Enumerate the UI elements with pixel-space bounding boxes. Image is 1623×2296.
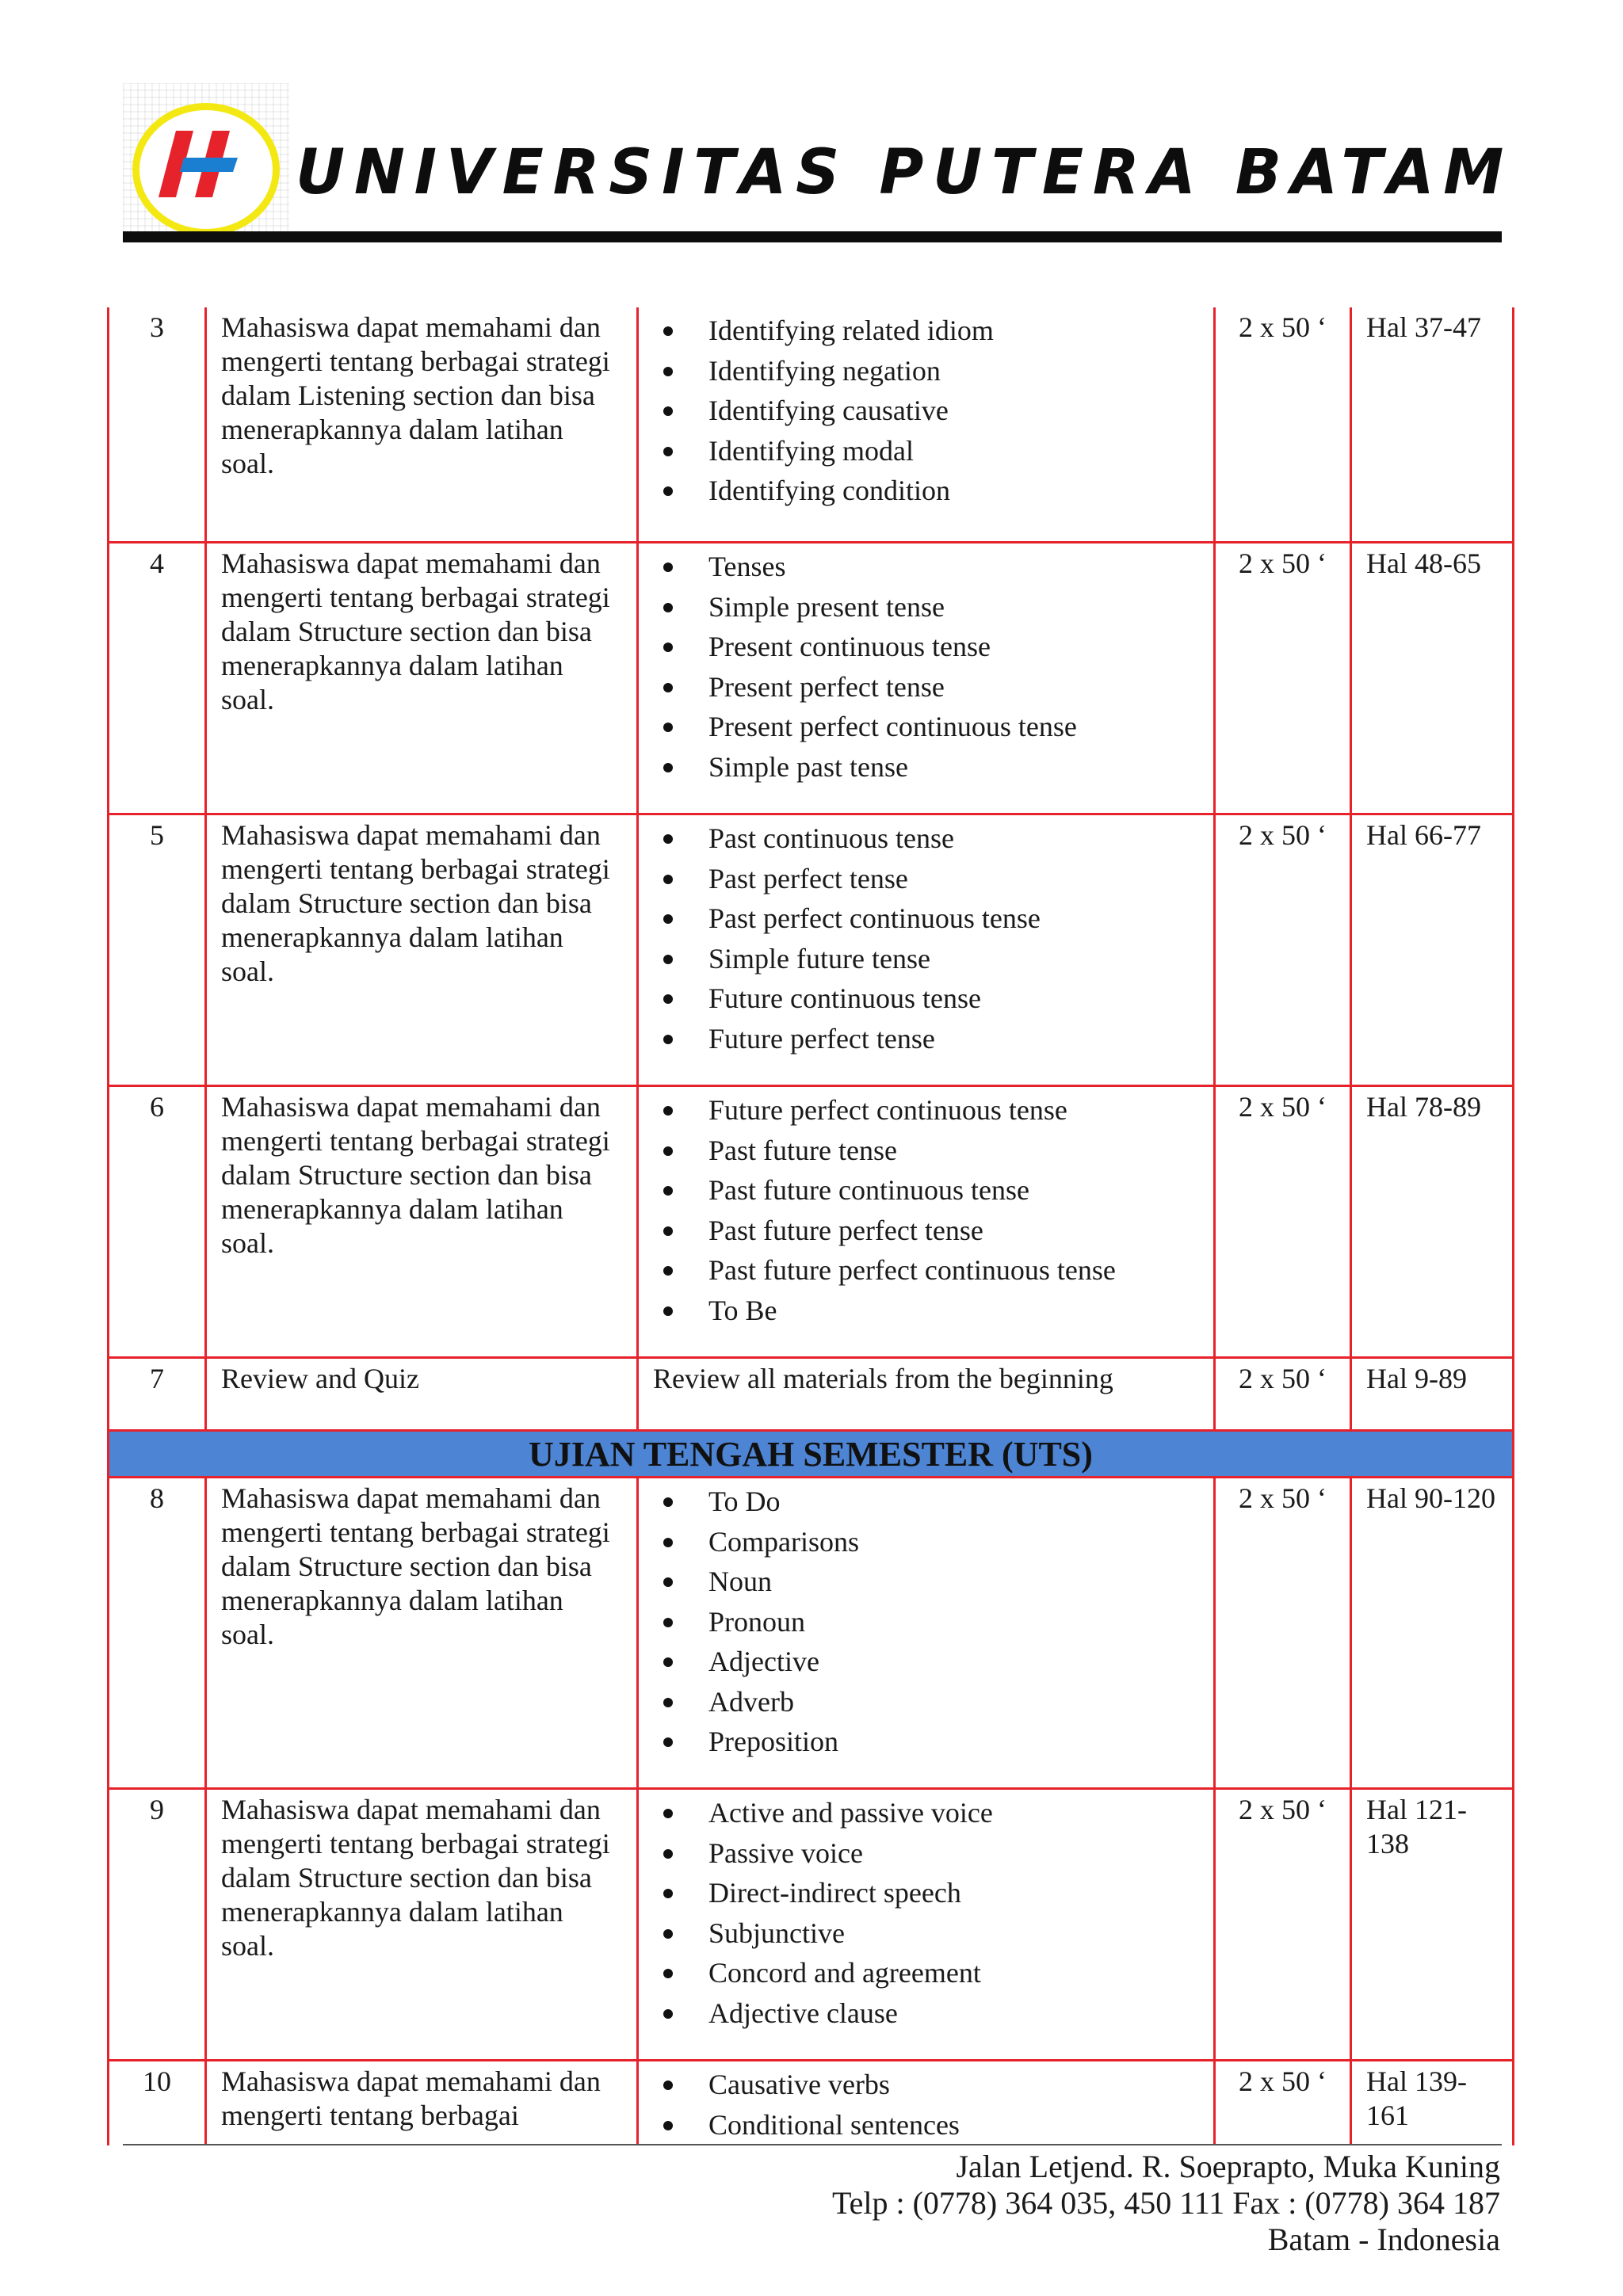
topic-item: Subjunctive bbox=[653, 1914, 1199, 1954]
page-reference: Hal 90-120 bbox=[1366, 1482, 1495, 1514]
topic-item: Present perfect continuous tense bbox=[653, 707, 1199, 747]
table-row bbox=[109, 2061, 1512, 2145]
topic-item: Adjective clause bbox=[653, 1994, 1199, 2034]
topic-cell: Review all materials from the beginning bbox=[639, 1359, 1216, 1429]
topic-item: Pronoun bbox=[653, 1603, 1199, 1642]
page-reference: Hal 66-77 bbox=[1366, 819, 1481, 851]
learning-objective: Mahasiswa dapat memahami dan mengerti tentang berbagai bbox=[207, 2061, 639, 2145]
topic-cell bbox=[639, 2061, 1216, 2145]
topic-item: Past future perfect continuous tense bbox=[653, 1251, 1199, 1291]
topic-item: Past continuous tense bbox=[653, 819, 1199, 859]
time-allocation: 2 x 50 ‘ bbox=[1216, 1790, 1352, 2059]
topic-item: Identifying causative bbox=[653, 391, 1199, 431]
topic-item: Identifying negation bbox=[653, 352, 1199, 391]
topic-item: To Be bbox=[653, 1291, 1199, 1331]
topic-list bbox=[653, 547, 1199, 787]
time-allocation: 2 x 50 ‘ bbox=[1216, 307, 1352, 541]
topic-list bbox=[653, 1794, 1199, 2033]
university-logo bbox=[132, 103, 280, 236]
topic-item: Future continuous tense bbox=[653, 979, 1199, 1019]
table-row bbox=[109, 1359, 1512, 1432]
page-reference: Hal 78-89 bbox=[1366, 1091, 1481, 1123]
topic-item: Past perfect continuous tense bbox=[653, 899, 1199, 939]
topic-item: Conditional sentences bbox=[653, 2106, 1199, 2145]
time-allocation: 2 x 50 ‘ bbox=[1216, 1359, 1352, 1429]
learning-objective: Mahasiswa dapat memahami dan mengerti tentang berbagai strategi dalam Structure section dan bisa menerapkannya dalam latihan soal. bbox=[207, 543, 639, 813]
header-divider bbox=[123, 231, 1502, 242]
topic-item: Simple present tense bbox=[653, 588, 1199, 627]
topic-item: Future perfect tense bbox=[653, 1020, 1199, 1059]
topic-cell bbox=[639, 543, 1216, 813]
topic-item: Present continuous tense bbox=[653, 627, 1199, 667]
topic-item: Present perfect tense bbox=[653, 668, 1199, 707]
table-row bbox=[109, 1478, 1512, 1790]
footer-divider bbox=[123, 2144, 1502, 2145]
topic-item: To Do bbox=[653, 1482, 1199, 1522]
table-row bbox=[109, 1790, 1512, 2061]
learning-objective: Mahasiswa dapat memahami dan mengerti tentang berbagai strategi dalam Structure section dan bisa menerapkannya dalam latihan soal. bbox=[207, 815, 639, 1085]
topic-list bbox=[653, 311, 1199, 511]
topic-item: Simple past tense bbox=[653, 748, 1199, 788]
meeting-number: 3 bbox=[109, 307, 207, 541]
topic-item: Tenses bbox=[653, 547, 1199, 587]
topic-item: Direct-indirect speech bbox=[653, 1874, 1199, 1913]
table-row bbox=[109, 543, 1512, 815]
topic-item: Causative verbs bbox=[653, 2065, 1199, 2105]
learning-objective: Mahasiswa dapat memahami dan mengerti tentang berbagai strategi dalam Structure section dan bisa menerapkannya dalam latihan soal. bbox=[207, 1790, 639, 2059]
topic-item: Past future tense bbox=[653, 1131, 1199, 1171]
topic-cell bbox=[639, 307, 1216, 541]
learning-objective: Review and Quiz bbox=[207, 1359, 639, 1429]
syllabus-table bbox=[107, 307, 1514, 2145]
learning-objective: Mahasiswa dapat memahami dan mengerti tentang berbagai strategi dalam Structure section dan bisa menerapkannya dalam latihan soal. bbox=[207, 1478, 639, 1787]
footer-address: Jalan Letjend. R. Soeprapto, Muka Kuning bbox=[956, 2149, 1500, 2184]
learning-objective: Mahasiswa dapat memahami dan mengerti tentang berbagai strategi dalam Listening section dan bisa menerapkannya dalam latihan soal. bbox=[207, 307, 639, 541]
topic-item: Comparisons bbox=[653, 1523, 1199, 1562]
topic-item: Identifying modal bbox=[653, 432, 1199, 471]
meeting-number: 7 bbox=[109, 1359, 207, 1429]
page-reference: Hal 37-47 bbox=[1366, 311, 1481, 343]
footer-address-block bbox=[832, 2149, 1500, 2258]
time-allocation: 2 x 50 ‘ bbox=[1216, 543, 1352, 813]
footer-city: Batam - Indonesia bbox=[1267, 2222, 1500, 2257]
topic-cell bbox=[639, 1790, 1216, 2059]
topic-item: Noun bbox=[653, 1562, 1199, 1602]
topic-item: Passive voice bbox=[653, 1834, 1199, 1874]
table-row bbox=[109, 815, 1512, 1087]
topic-item: Adverb bbox=[653, 1683, 1199, 1722]
topic-list bbox=[653, 1091, 1199, 1330]
topic-list bbox=[653, 1482, 1199, 1762]
meeting-number: 8 bbox=[109, 1478, 207, 1787]
page-reference: Hal 121-138 bbox=[1366, 1794, 1467, 1859]
topic-cell bbox=[639, 1087, 1216, 1356]
table-row bbox=[109, 307, 1512, 543]
logo-mark-icon bbox=[152, 124, 247, 204]
learning-objective: Mahasiswa dapat memahami dan mengerti tentang berbagai strategi dalam Structure section dan bisa menerapkannya dalam latihan soal. bbox=[207, 1087, 639, 1356]
topic-cell bbox=[639, 815, 1216, 1085]
time-allocation: 2 x 50 ‘ bbox=[1216, 815, 1352, 1085]
page-reference: Hal 9-89 bbox=[1366, 1363, 1467, 1394]
topic-item: Past perfect tense bbox=[653, 860, 1199, 899]
topic-item: Past future perfect tense bbox=[653, 1211, 1199, 1251]
meeting-number: 9 bbox=[109, 1790, 207, 2059]
topic-cell bbox=[639, 1478, 1216, 1787]
topic-item: Simple future tense bbox=[653, 940, 1199, 979]
topic-item: Identifying related idiom bbox=[653, 311, 1199, 351]
footer-phone: Telp : (0778) 364 035, 450 111 Fax : (0778) 364 187 bbox=[831, 2185, 1500, 2221]
page-reference: Hal 48-65 bbox=[1366, 547, 1481, 579]
table-row bbox=[109, 1087, 1512, 1359]
uts-banner: UJIAN TENGAH SEMESTER (UTS) bbox=[109, 1432, 1512, 1478]
page-reference: Hal 139-161 bbox=[1366, 2065, 1467, 2131]
topic-list bbox=[653, 819, 1199, 1058]
topic-item: Identifying condition bbox=[653, 471, 1199, 511]
letterhead bbox=[123, 83, 1514, 242]
university-name: UNIVERSITAS PUTERA BATAM bbox=[296, 137, 1514, 208]
meeting-number: 6 bbox=[109, 1087, 207, 1356]
meeting-number: 10 bbox=[109, 2061, 207, 2145]
topic-item: Concord and agreement bbox=[653, 1954, 1199, 1993]
topic-item: Active and passive voice bbox=[653, 1794, 1199, 1833]
topic-item: Adjective bbox=[653, 1642, 1199, 1682]
topic-list bbox=[653, 2065, 1199, 2145]
meeting-number: 5 bbox=[109, 815, 207, 1085]
topic-item: Future perfect continuous tense bbox=[653, 1091, 1199, 1131]
time-allocation: 2 x 50 ‘ bbox=[1216, 1087, 1352, 1356]
topic-item: Preposition bbox=[653, 1722, 1199, 1762]
topic-item: Past future continuous tense bbox=[653, 1171, 1199, 1211]
time-allocation: 2 x 50 ‘ bbox=[1216, 1478, 1352, 1787]
meeting-number: 4 bbox=[109, 543, 207, 813]
time-allocation: 2 x 50 ‘ bbox=[1216, 2061, 1352, 2145]
